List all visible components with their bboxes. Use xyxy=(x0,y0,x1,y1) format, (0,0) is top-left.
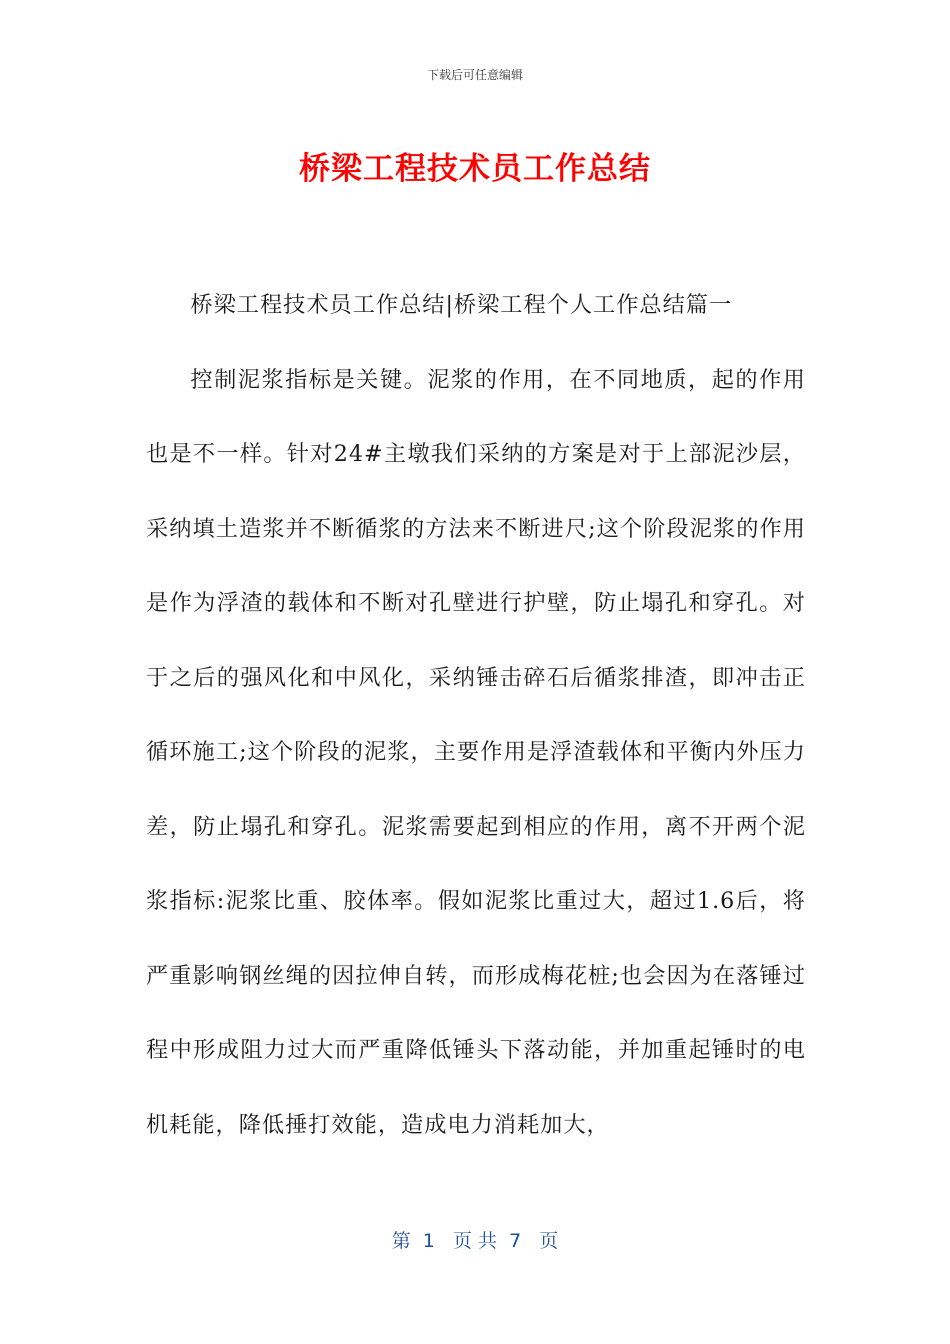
document-body xyxy=(146,268,806,1162)
body-paragraph: 控制泥浆指标是关键。泥浆的作用，在不同地质，起的作用也是不一样。针对24#主墩我们采纳的方案是对于上部泥沙层，采纳填土造浆并不断循浆的方法来不断进尺;这个阶段泥浆的作用是作为浮渣的载体和不断对孔壁进行护壁，防止塌孔和穿孔。对于之后的强风化和中风化，采纳锤击碎石后循浆排渣，即冲击正循环施工;这个阶段的泥浆，主要作用是浮渣载体和平衡内外压力差，防止塌孔和穿孔。泥浆需要起到相应的作用，离不开两个泥浆指标:泥浆比重、胶体率。假如泥浆比重过大，超过1.6后，将严重影响钢丝绳的因拉伸自转，而形成梅花桩;也会因为在落锤过程中形成阻力过大而严重降低锤头下落动能，并加重起锤时的电机耗能，降低捶打效能，造成电力消耗加大， xyxy=(146,366,806,1138)
page-footer: 第 1 页 共 7 页 xyxy=(391,1230,559,1252)
document-title: 桥梁工程技术员工作总结 xyxy=(299,151,651,187)
header-note: 下载后可任意编辑 xyxy=(426,68,523,82)
subtitle-line: 桥梁工程技术员工作总结|桥梁工程个人工作总结篇一 xyxy=(190,292,733,318)
